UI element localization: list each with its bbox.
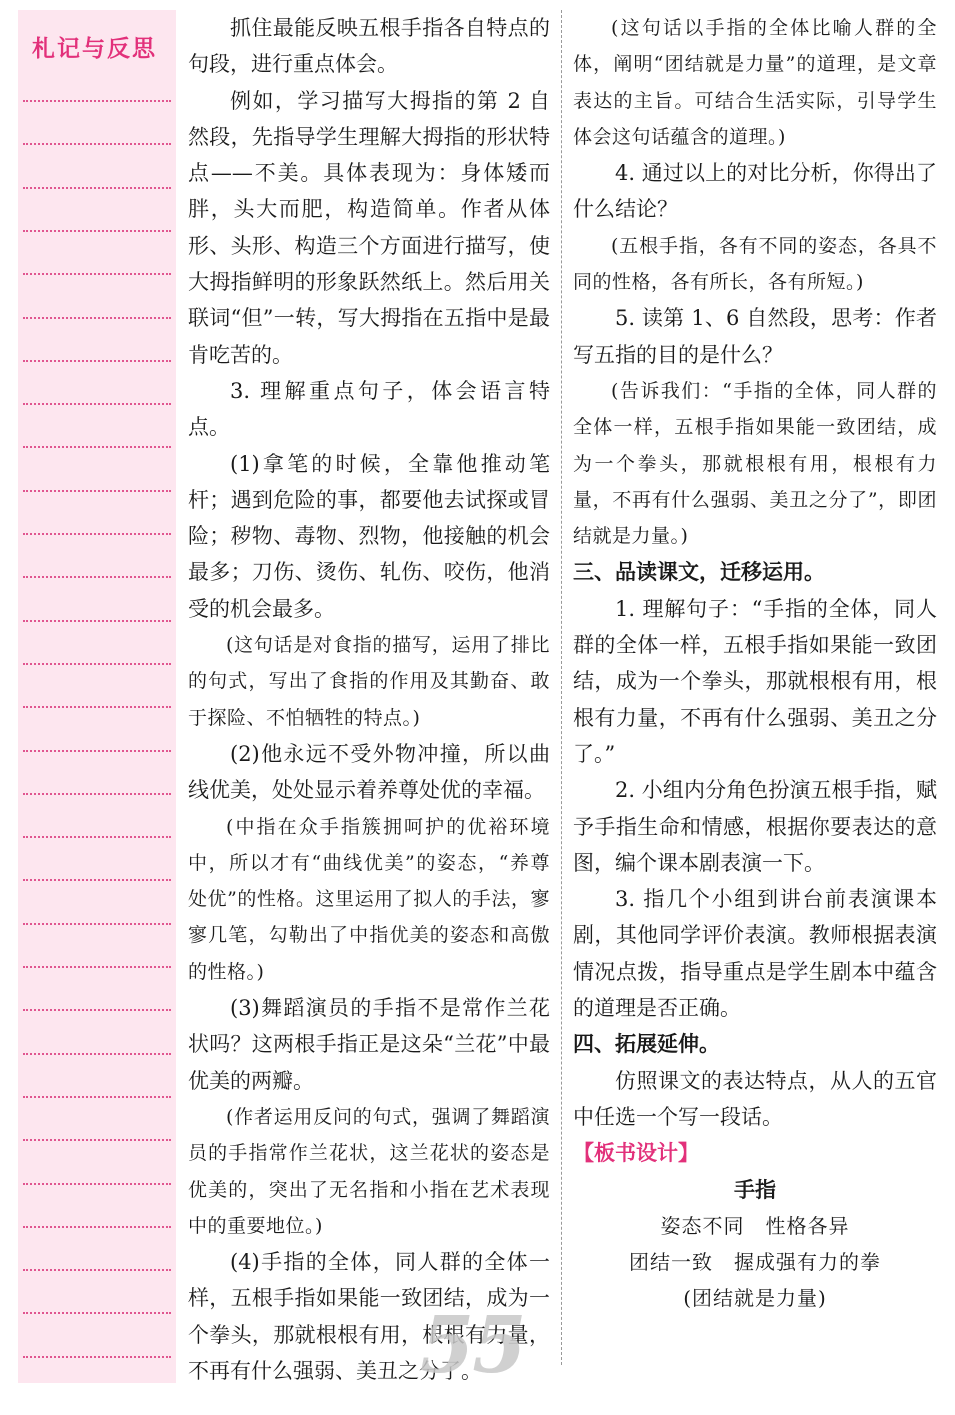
- paragraph: (3)舞蹈演员的手指不是常作兰花状吗？这两根手指正是这朵“兰花”中最优美的两瓣。: [188, 996, 550, 1093]
- paragraph: (这句话以手指的全体比喻人群的全体，阐明“团结就是力量”的道理，是文章表达的主旨。可结合生活实际，引导学生体会这句话蕴含的道理。): [573, 17, 937, 148]
- board-design: [573, 1172, 937, 1317]
- paragraph: 2. 小组内分角色扮演五根手指，赋予手指生命和情感，根据你要表达的意图，编个课本剧表演一下。: [573, 778, 937, 875]
- page-number: 55: [420, 1300, 525, 1391]
- paragraph: 1. 理解句子：“手指的全体，同人群的全体一样，五根手指如果能一致团结，成为一个拳头，那就根根有用，根根有力量，不再有什么强弱、美丑之分了。”: [573, 596, 937, 766]
- paragraph: 抓住最能反映五根手指各自特点的句段，进行重点体会。: [188, 16, 550, 77]
- notes-sidebar: [18, 10, 176, 1383]
- paragraph: (中指在众手指簇拥呵护的优裕环境中，所以才有“曲线优美”的姿态，“养尊处优”的性格。这里运用了拟人的手法，寥寥几笔，勾勒出了中指优美的姿态和高傲的性格。): [188, 815, 550, 983]
- note-line: [23, 1053, 171, 1055]
- note-line: [23, 750, 171, 752]
- note-line: [23, 1009, 171, 1011]
- section-heading: 三、品读课文，迁移运用。: [573, 560, 825, 585]
- board-line: 姿态不同 性格各异: [660, 1213, 850, 1238]
- column-divider: [561, 10, 562, 1365]
- right-paragraphs: [573, 10, 937, 1135]
- note-line: [23, 966, 171, 968]
- note-line: [23, 1312, 171, 1314]
- board-line: 团结一致 握成强有力的拳: [629, 1250, 881, 1275]
- note-line: [23, 187, 171, 189]
- paragraph: (2)他永远不受外物冲撞，所以曲线优美，处处显示着养尊处优的幸福。: [188, 741, 550, 803]
- paragraph: 3. 理解重点句子，体会语言特点。: [188, 378, 550, 440]
- paragraph: 4. 通过以上的对比分析，你得出了什么结论？: [573, 161, 937, 222]
- note-line: [23, 923, 171, 925]
- note-line: [23, 230, 171, 232]
- note-line: [23, 1269, 171, 1271]
- board-line: (团结就是力量): [683, 1286, 827, 1311]
- note-line: [23, 663, 171, 665]
- note-line: [23, 317, 171, 319]
- note-line: [23, 533, 171, 535]
- note-line: [23, 1183, 171, 1185]
- note-line: [23, 403, 171, 405]
- paragraph: 例如，学习描写大拇指的第 2 自然段，先指导学生理解大拇指的形状特点——不美。具体表现为：身体矮而胖，头大而肥，构造简单。作者从体形、头形、构造三个方面进行描写，使大拇指鲜明的形象跃然纸上。然后用关联词“但”一转，写大拇指在五指中是最肯吃苦的。: [188, 88, 550, 367]
- paragraph: (告诉我们：“手指的全体，同人群的全体一样，五根手指如果能一致团结，成为一个拳头，那就根根有用，根根有力量，不再有什么强弱、美丑之分了”，即团结就是力量。): [573, 379, 937, 548]
- note-line: [23, 1226, 171, 1228]
- note-line: [23, 1356, 171, 1358]
- note-line: [23, 1096, 171, 1098]
- section-heading: 四、拓展延伸。: [573, 1032, 720, 1057]
- paragraph: 3. 指几个小组到讲台前表演课本剧，其他同学评价表演。教师根据表演情况点拨，指导重点是学生剧本中蕴含的道理是否正确。: [573, 887, 937, 1021]
- paragraph: (这句话是对食指的描写，运用了排比的句式，写出了食指的作用及其勤奋、敢于探险、不怕牺牲的特点。): [188, 634, 550, 729]
- right-text-column: [573, 10, 937, 1317]
- board-title: 手指: [734, 1177, 776, 1202]
- paragraph: (1)拿笔的时候，全靠他推动笔杆；遇到危险的事，都要他去试探或冒险；秽物、毒物、烈物，他接触的机会最多；刀伤、烫伤、轧伤、咬伤，他消受的机会最多。: [188, 451, 550, 621]
- note-line: [23, 706, 171, 708]
- note-line: [23, 576, 171, 578]
- left-text-column: [188, 10, 550, 1389]
- note-line: [23, 836, 171, 838]
- sidebar-title: 札记与反思: [32, 36, 157, 62]
- note-line: [23, 360, 171, 362]
- board-design-heading: 【板书设计】: [573, 1141, 699, 1166]
- note-line: [23, 490, 171, 492]
- note-line: [23, 273, 171, 275]
- note-line: [23, 100, 171, 102]
- note-line: [23, 1139, 171, 1141]
- paragraph: 5. 读第 1、6 自然段，思考：作者写五指的目的是什么？: [573, 306, 937, 367]
- note-line: [23, 879, 171, 881]
- note-line: [23, 793, 171, 795]
- note-line: [23, 446, 171, 448]
- note-line: [23, 143, 171, 145]
- paragraph: 仿照课文的表达特点，从人的五官中任选一个写一段话。: [573, 1068, 937, 1129]
- paragraph: (作者运用反问的句式，强调了舞蹈演员的手指常作兰花状，这兰花状的姿态是优美的，突出了无名指和小指在艺术表现中的重要地位。): [188, 1105, 550, 1237]
- paragraph: (五根手指，各有不同的姿态，各具不同的性格，各有所长，各有所短。): [573, 234, 937, 294]
- paragraph: (4)手指的全体，同人群的全体一样，五根手指如果能一致团结，成为一个拳头，那就根根有用，根根有力量，不再有什么强弱、美丑之分了。: [188, 1250, 550, 1383]
- note-line: [23, 620, 171, 622]
